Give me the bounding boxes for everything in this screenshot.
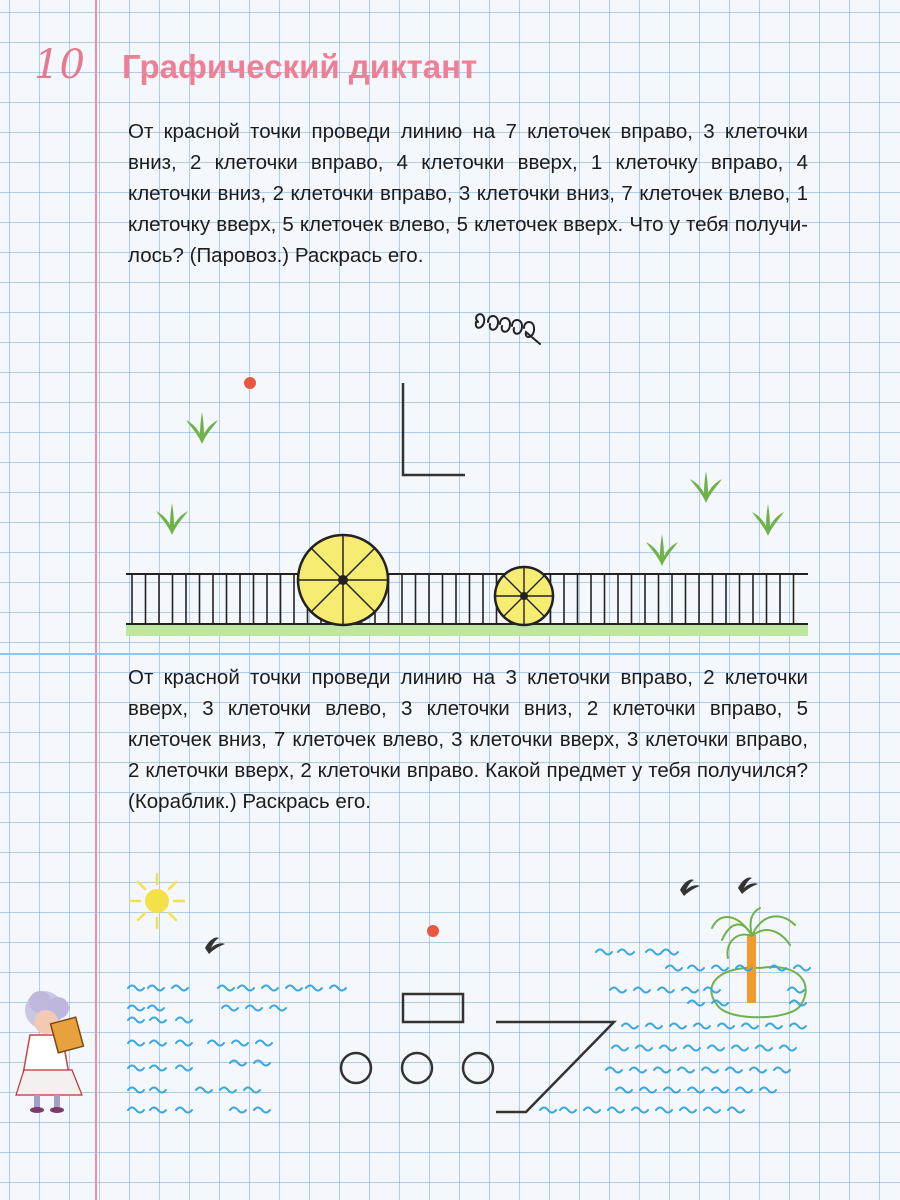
sun-icon [130, 874, 184, 928]
small-wheel [495, 567, 553, 625]
page-number: 10 [34, 42, 85, 88]
rail-track [126, 574, 808, 636]
girl-reading-book-icon [16, 991, 83, 1113]
seagull-icons [205, 877, 758, 954]
steam-spiral-icon [476, 314, 540, 344]
grass-tufts-1 [156, 412, 784, 566]
big-wheel [298, 535, 388, 625]
start-dot-2 [427, 925, 439, 937]
start-dot-1 [244, 377, 256, 389]
ship-outline [341, 994, 614, 1112]
exercise-1-instructions: От красной точки проведи линию на 7 клеточек вправо, 3 клеточки вниз, 2 клеточки вправо, 4 клеточки вверх, 1 клеточку вправо, 4 клеточки вниз, 2 клеточки вправо, 3 клеточки вниз, 7 клеточек влево, 1 клеточку вверх, 5 клеточек влево, 5 клеточек вверх. Что у тебя получи-лось? (Паровоз.) Раскрась его. [128, 120, 808, 267]
locomotive-cab-outline [403, 383, 465, 475]
page-title: Графический диктант [122, 48, 478, 85]
sea-waves [128, 950, 810, 1113]
exercise-2-instructions: От красной точки проведи линию на 3 клеточки вправо, 2 клеточки вверх, 3 клеточки влево, 3 клеточки вниз, 2 клеточки вправо, 5 клеточек вниз, 7 клеточек влево, 3 клеточки вверх, 3 клеточки вправо, 2 клеточки вверх, 2 клеточки вправо. Какой предмет у тебя получился? (Кораблик.) Раскрась его. [128, 666, 808, 813]
